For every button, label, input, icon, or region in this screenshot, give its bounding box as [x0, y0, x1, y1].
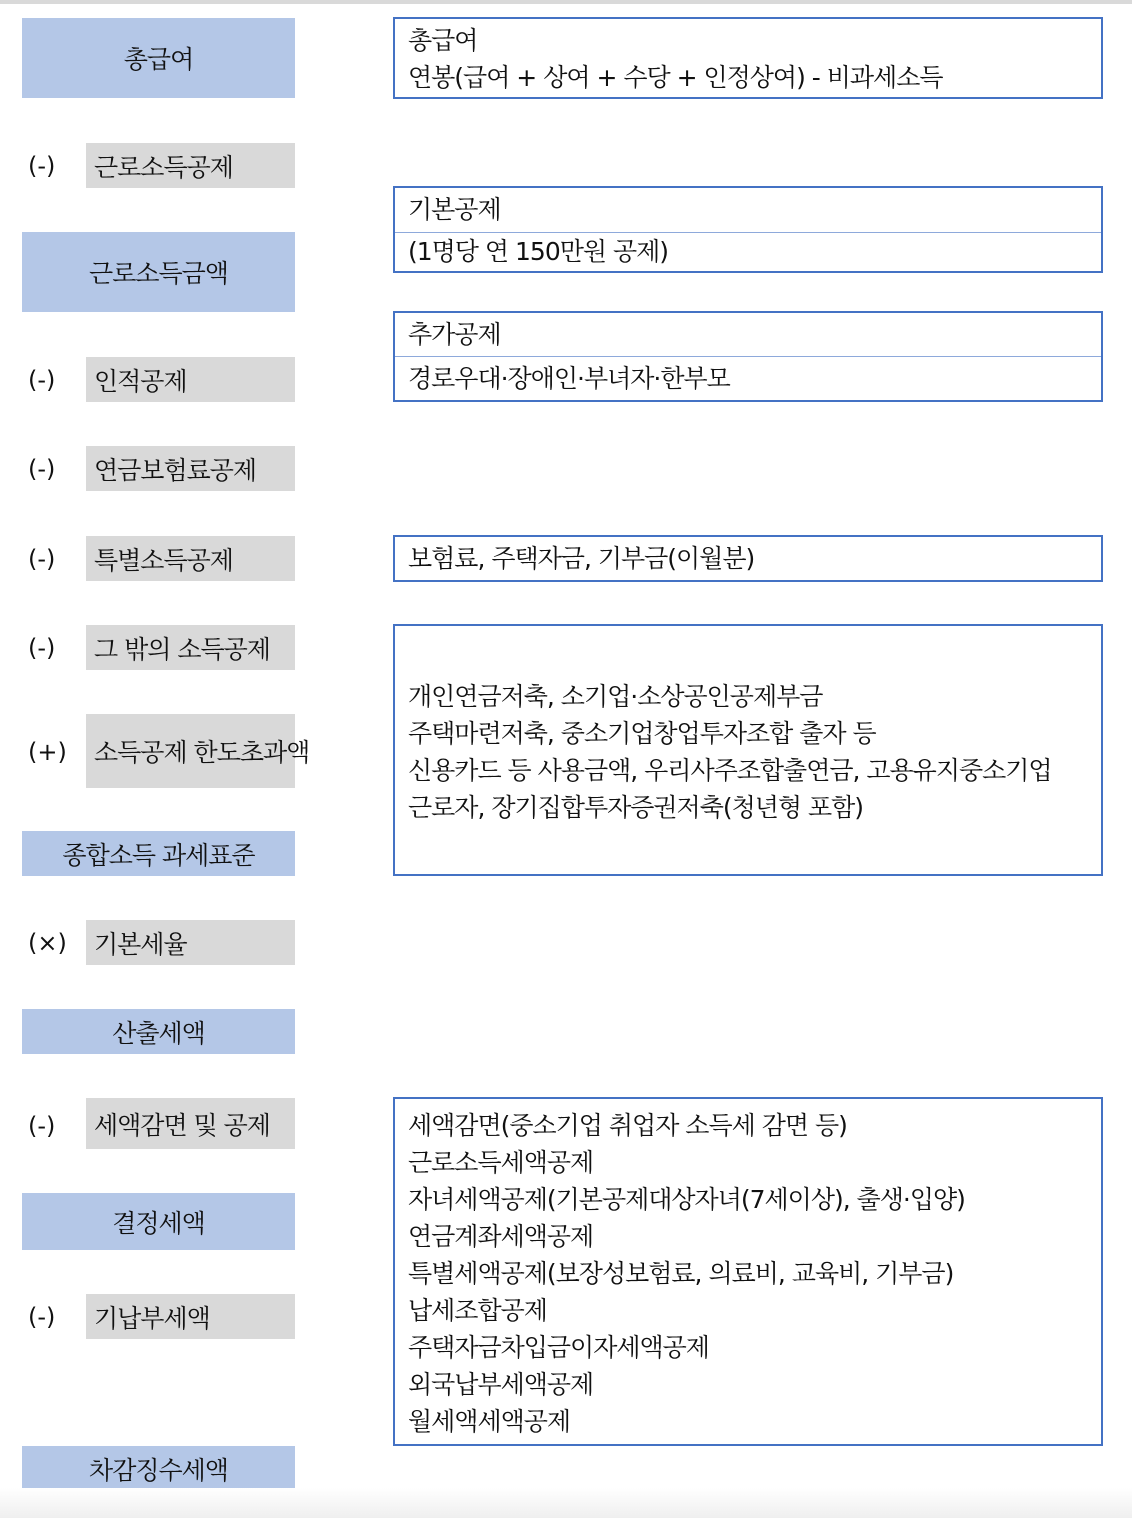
- note-line: 근로자, 장기집합투자증권저축(청년형 포함): [408, 793, 864, 822]
- bottom-shadow: [0, 1488, 1132, 1518]
- step-earned-income-amount: 근로소득금액: [22, 232, 295, 312]
- step-prepaid-tax: 기납부세액: [86, 1294, 295, 1339]
- note-line: 경로우대·장애인·부녀자·한부모: [395, 356, 1101, 401]
- operator-times: (×): [28, 928, 67, 957]
- step-withholding-tax: 차감징수세액: [22, 1446, 295, 1491]
- operator-minus: (-): [28, 365, 56, 394]
- step-calculated-tax: 산출세액: [22, 1009, 295, 1054]
- step-earned-income-deduction: 근로소득공제: [86, 143, 295, 188]
- step-determined-tax: 결정세액: [22, 1193, 295, 1250]
- step-special-income-deduction: 특별소득공제: [86, 536, 295, 581]
- note-line: 납세조합공제: [408, 1296, 547, 1325]
- note-line: 주택자금차입금이자세액공제: [408, 1333, 709, 1362]
- note-line: 추가공제: [408, 320, 501, 349]
- step-deduction-limit-excess: 소득공제 한도초과액: [86, 714, 295, 788]
- operator-minus: (-): [28, 454, 56, 483]
- note-line: 기본공제: [408, 195, 501, 224]
- operator-minus: (-): [28, 1302, 56, 1331]
- note-tax-credits: [393, 1097, 1103, 1446]
- step-tax-reduction-credit: 세액감면 및 공제: [86, 1098, 295, 1149]
- note-line: 총급여: [408, 26, 478, 55]
- note-additional-deduction: [393, 311, 1103, 402]
- operator-minus: (-): [28, 151, 56, 180]
- note-line: 신용카드 등 사용금액, 우리사주조합출연금, 고용유지중소기업: [408, 756, 1052, 785]
- note-line: 외국납부세액공제: [408, 1370, 594, 1399]
- operator-plus: (+): [28, 737, 67, 766]
- note-line: 개인연금저축, 소기업·소상공인공제부금: [408, 682, 823, 711]
- operator-minus: (-): [28, 1111, 56, 1140]
- note-line: 월세액세액공제: [408, 1407, 571, 1436]
- step-gross-pay: 총급여: [22, 18, 295, 98]
- note-line: 주택마련저축, 중소기업창업투자조합 출자 등: [408, 719, 876, 748]
- note-other-deduction: [393, 624, 1103, 876]
- top-border: [0, 0, 1132, 4]
- note-line: 연봉(급여 + 상여 + 수당 + 인정상여) - 비과세소득: [408, 63, 943, 92]
- note-line: 보험료, 주택자금, 기부금(이월분): [408, 544, 755, 573]
- note-line: 근로소득세액공제: [408, 1148, 594, 1177]
- note-line: (1명당 연 150만원 공제): [395, 232, 1101, 271]
- note-gross-pay: [393, 17, 1103, 99]
- operator-minus: (-): [28, 544, 56, 573]
- operator-minus: (-): [28, 633, 56, 662]
- step-personal-deduction: 인적공제: [86, 357, 295, 402]
- note-special-deduction: [393, 535, 1103, 582]
- note-line: 연금계좌세액공제: [408, 1222, 594, 1251]
- note-line: 자녀세액공제(기본공제대상자녀(7세이상), 출생·입양): [408, 1185, 965, 1214]
- note-line: 세액감면(중소기업 취업자 소득세 감면 등): [408, 1111, 847, 1140]
- step-basic-tax-rate: 기본세율: [86, 920, 295, 965]
- step-pension-insurance-deduction: 연금보험료공제: [86, 446, 295, 491]
- note-line: 특별세액공제(보장성보험료, 의료비, 교육비, 기부금): [408, 1259, 954, 1288]
- step-tax-base: 종합소득 과세표준: [22, 831, 295, 876]
- note-basic-deduction: [393, 186, 1103, 273]
- step-other-income-deduction: 그 밖의 소득공제: [86, 625, 295, 670]
